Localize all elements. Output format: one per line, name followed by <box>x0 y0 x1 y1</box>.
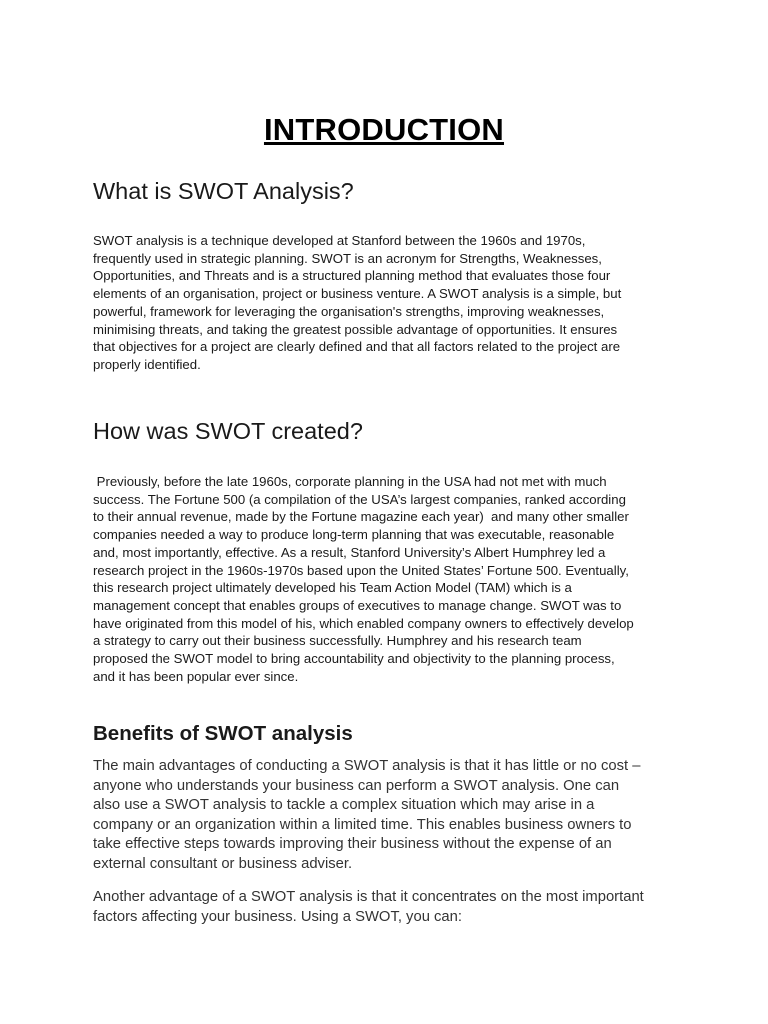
text-line: anyone who understands your business can perform a SWOT analysis. One can <box>93 777 620 794</box>
text-line: success. The Fortune 500 (a compilation of the USA’s largest companies, ranked according <box>93 491 626 507</box>
text-line: minimising threats, and taking the greatest possible advantage of opportunities. It ensures <box>93 321 618 337</box>
paragraph-benefits-2 <box>93 888 683 927</box>
page-title: INTRODUCTION <box>263 112 505 147</box>
text-line: have originated from this model of his, which enabled company owners to effectively develop <box>93 615 634 631</box>
text-line: Another advantage of a SWOT analysis is that it concentrates on the most important <box>93 889 644 905</box>
text-line: that objectives for a project are clearly defined and that all factors related to the project are <box>93 339 621 355</box>
text-line: research project in the 1960s-1970s based upon the United States’ Fortune 500. Eventually, <box>93 562 629 578</box>
section-heading-what-is-swot: What is SWOT Analysis? <box>93 178 354 204</box>
paragraph-what-is-swot <box>93 232 683 374</box>
text-line: proposed the SWOT model to bring accountability and objectivity to the planning process, <box>93 651 615 667</box>
text-line: a strategy to carry out their business successfully. Humphrey and his research team <box>93 633 582 649</box>
text-line: frequently used in strategic planning. SWOT is an acronym for Strengths, Weaknesses, <box>93 250 602 266</box>
text-line: factors affecting your business. Using a SWOT, you can: <box>93 908 462 925</box>
text-line: Opportunities, and Threats and is a structured planning method that evaluates those four <box>93 268 611 284</box>
section-heading-how-created: How was SWOT created? <box>93 418 363 444</box>
text-line: also use a SWOT analysis to tackle a complex situation which may arise in a <box>93 797 595 814</box>
paragraph-how-created <box>93 473 683 685</box>
text-line: management concept that enables groups of executives to manage change. SWOT was to <box>93 597 622 613</box>
text-line: The main advantages of conducting a SWOT analysis is that it has little or no cost – <box>93 758 641 774</box>
text-line: take effective steps towards improving their business without the expense of an <box>93 836 612 853</box>
section-heading-benefits: Benefits of SWOT analysis <box>93 722 353 745</box>
text-line: SWOT analysis is a technique developed at Stanford between the 1960s and 1970s, <box>93 233 586 248</box>
text-line: and it has been popular ever since. <box>93 668 299 684</box>
text-line: and, most importantly, effective. As a result, Stanford University’s Albert Humphrey led a <box>93 544 606 560</box>
text-line: companies needed a way to produce long-term planning that was executable, reasonable <box>93 527 615 543</box>
text-line: to their annual revenue, made by the Fortune magazine each year) and many other smaller <box>93 509 629 525</box>
text-line: company or an organization within a limited time. This enables business owners to <box>93 816 632 833</box>
text-line: powerful, framework for leveraging the organisation's strengths, improving weaknesses, <box>93 303 605 319</box>
text-line: elements of an organisation, project or business venture. A SWOT analysis is a simple, but <box>93 286 622 302</box>
text-line: this research project ultimately developed his Team Action Model (TAM) which is a <box>93 580 572 596</box>
text-line: properly identified. <box>93 356 201 372</box>
text-line: external consultant or business adviser. <box>93 855 353 872</box>
text-line: Previously, before the late 1960s, corporate planning in the USA had not met with much <box>93 474 607 489</box>
paragraph-benefits-1 <box>93 757 683 875</box>
